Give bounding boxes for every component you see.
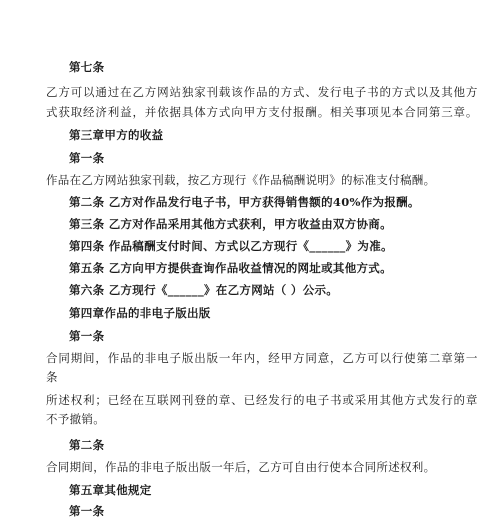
paragraph-line: 作品在乙方网站独家刊载，按乙方现行《作品稿酬说明》的标准支付稿酬。 [46,173,436,187]
chapter-5-article-1-heading: 第一条 [69,504,105,518]
chapter-5-heading: 第五章其他规定 [69,483,152,497]
paragraph-line: 合同期间，作品的非电子版出版一年后，乙方可自由行使本合同所述权利。 [46,460,436,474]
chapter-3-article-6: 第六条 乙方现行《______》在乙方网站（ ）公示。 [69,283,339,297]
chapter-3-article-1-heading: 第一条 [69,151,105,165]
article-7-heading: 第七条 [69,60,105,74]
paragraph-line: 不予撤销。 [46,412,105,426]
paragraph-line: 式获取经济利益，并依据具体方式向甲方支付报酬。相关事项见本合同第三章。 [46,105,479,119]
chapter-3-article-2: 第二条 乙方对作品发行电子书，甲方获得销售额的40%作为报酬。 [69,195,420,209]
paragraph-line: 合同期间，作品的非电子版出版一年内，经甲方同意，乙方可以行使第二章第一 [46,351,479,365]
paragraph-line: 所述权利；已经在互联网刊登的章、已经发行的电子书或采用其他方式发行的章 [46,393,479,407]
chapter-3-article-5: 第五条 乙方向甲方提供查询作品收益情况的网址或其他方式。 [69,261,392,275]
chapter-3-heading: 第三章甲方的收益 [69,128,164,142]
chapter-3-article-3: 第三条 乙方对作品采用其他方式获利，甲方收益由双方协商。 [69,217,392,231]
chapter-4-article-2-heading: 第二条 [69,438,105,452]
paragraph-line: 乙方可以通过在乙方网站独家刊载该作品的方式、发行电子书的方式以及其他方 [46,85,479,99]
chapter-4-heading: 第四章作品的非电子版出版 [69,306,211,320]
paragraph-line: 条 [46,370,58,384]
chapter-3-article-4: 第四条 作品稿酬支付时间、方式以乙方现行《______》为准。 [69,239,393,253]
chapter-4-article-1-heading: 第一条 [69,329,105,343]
